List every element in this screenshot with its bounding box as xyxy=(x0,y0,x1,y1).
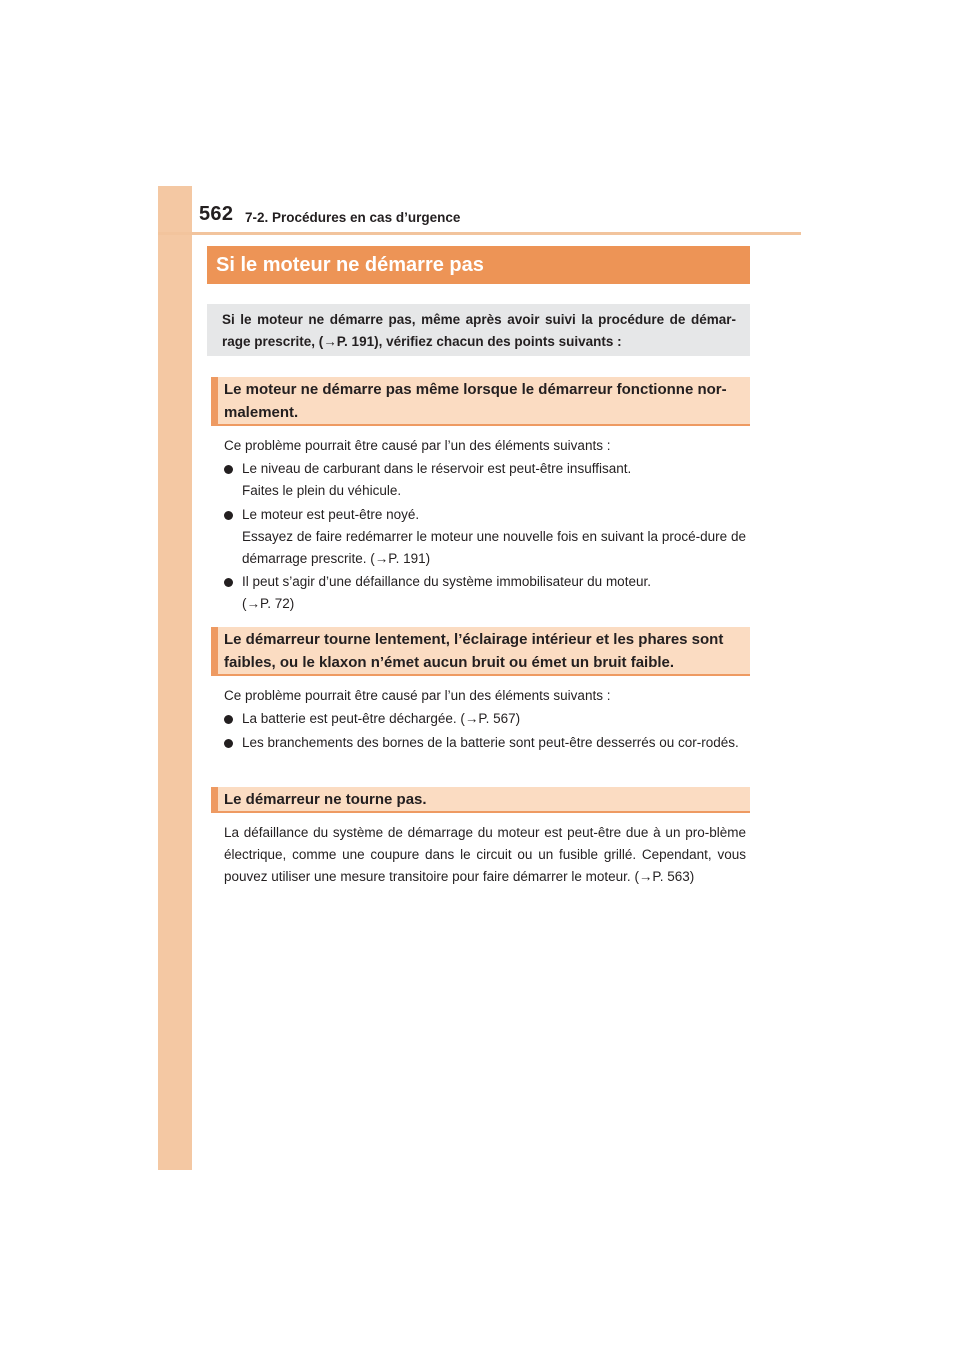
list-item-title: Le moteur est peut-être noyé. xyxy=(242,507,420,522)
list-item-detail: Essayez de faire redémarrer le moteur une nouvelle fois en suivant la procé-dure de démarrage prescrite. (→P. 191) xyxy=(242,529,746,566)
header-rule xyxy=(158,232,801,235)
list-item-title: La batterie est peut-être déchargée. (→P. 567) xyxy=(242,711,521,726)
list-item xyxy=(224,504,746,570)
subsection-heading-text: Le moteur ne démarre pas même lorsque le démarreur fonctionne nor-malement. xyxy=(224,381,727,421)
intro-text: Si le moteur ne démarre pas, même après avoir suivi la procédure de démar-rage prescrite, (→P. 191), vérifiez chacun des points suivants : xyxy=(222,312,736,349)
chapter-title: 7-2. Procédures en cas d’urgence xyxy=(245,210,461,225)
list-item xyxy=(224,708,746,730)
bullet-icon xyxy=(224,511,233,520)
subsection-heading-starter-not-turning xyxy=(211,787,750,813)
section-title: Si le moteur ne démarre pas xyxy=(216,253,484,276)
page-number: 562 xyxy=(199,203,234,225)
list-item-title: Il peut s’agir d’une défaillance du système immobilisateur du moteur. xyxy=(242,574,651,589)
list-item-detail: Faites le plein du véhicule. xyxy=(242,483,402,498)
subsection-heading-text: Le démarreur ne tourne pas. xyxy=(224,791,427,808)
bullet-icon xyxy=(224,715,233,724)
side-tab-strip xyxy=(158,186,192,1170)
subsection-lead: Ce problème pourrait être causé par l’un des éléments suivants : xyxy=(224,688,611,703)
subsection-heading-text: Le démarreur tourne lentement, l’éclairage intérieur et les phares sont faibles, ou le klaxon n’émet aucun bruit ou émet un bruit faible. xyxy=(224,631,724,671)
intro-box xyxy=(207,304,750,356)
list-item xyxy=(224,732,746,754)
list-item-title: Les branchements des bornes de la batterie sont peut-être desserrés ou cor-rodés. xyxy=(242,735,739,750)
bullet-icon xyxy=(224,739,233,748)
list-item-title: Le niveau de carburant dans le réservoir est peut-être insuffisant. xyxy=(242,461,632,476)
subsection-lead: Ce problème pourrait être causé par l’un des éléments suivants : xyxy=(224,438,611,453)
bullet-icon xyxy=(224,578,233,587)
bullet-icon xyxy=(224,465,233,474)
list-item xyxy=(224,458,746,502)
subsection-heading-engine-no-start xyxy=(211,377,750,426)
subsection-paragraph: La défaillance du système de démarrage du moteur est peut-être due à un pro-blème électrique, comme une coupure dans le circuit ou un fusible grillé. Cependant, vous pouvez utiliser une mesure transitoire pour faire démarrer le moteur. (→P. 563) xyxy=(224,825,746,884)
subsection-heading-slow-starter xyxy=(211,627,750,676)
list-item-detail: (→P. 72) xyxy=(242,596,295,611)
section-title-banner xyxy=(207,246,750,284)
list-item xyxy=(224,571,746,615)
